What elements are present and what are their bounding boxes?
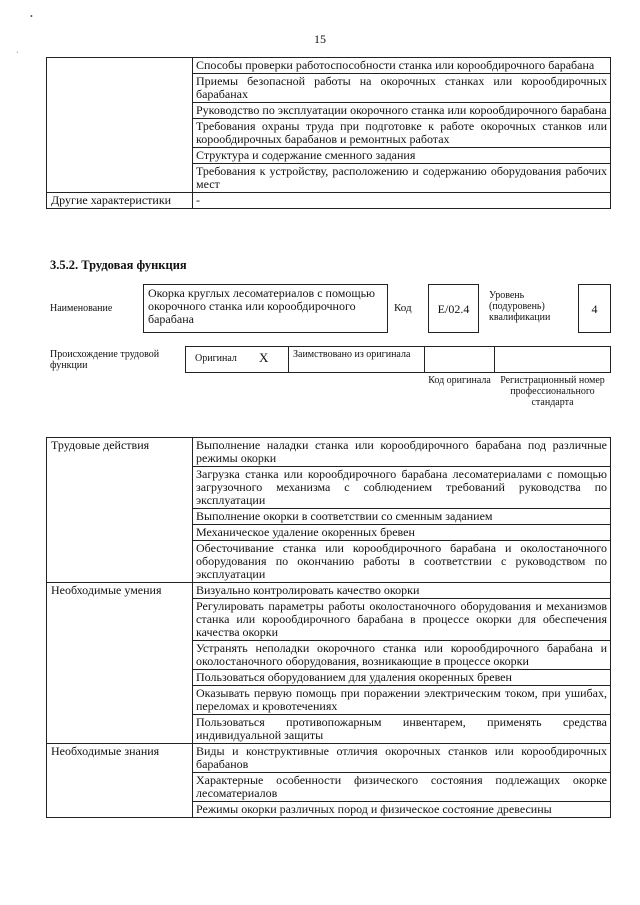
table-cell: Требования к устройству, расположению и содержанию оборудования рабочих мест bbox=[193, 164, 611, 193]
labor-function-table bbox=[46, 437, 611, 818]
group-label: Трудовые действия bbox=[47, 438, 193, 583]
table-row bbox=[47, 583, 611, 599]
table-cell: Визуально контролировать качество окорки bbox=[193, 583, 611, 599]
code-label: Код bbox=[394, 302, 412, 314]
table-cell: Способы проверки работоспособности станка или корообдирочного барабана bbox=[193, 58, 611, 74]
code-original-box bbox=[424, 346, 495, 373]
original-label: Оригинал bbox=[195, 353, 237, 364]
section-heading: 3.5.2. Трудовая функция bbox=[50, 258, 187, 272]
other-characteristics-value: - bbox=[193, 193, 611, 209]
table-cell: Пользоваться противопожарным инвентарем, применять средства индивидуальной защиты bbox=[193, 715, 611, 744]
code-original-caption: Код оригинала bbox=[428, 375, 491, 386]
code-value-box: E/02.4 bbox=[428, 284, 479, 333]
table-row bbox=[47, 193, 611, 209]
table-row bbox=[47, 58, 611, 74]
table-cell: Виды и конструктивные отличия окорочных станков или корообдирочных барабанов bbox=[193, 744, 611, 773]
table-cell: Устранять неполадки окорочного станка или корообдирочного барабана и околостаночного оборудования, возникающие в процессе окорки bbox=[193, 641, 611, 670]
table-cell: Требования охраны труда при подготовке к работе окорочных станков или корообдирочных барабанов и ремонтных работах bbox=[193, 119, 611, 148]
reg-number-caption: Регистрационный номер профессионального стандарта bbox=[500, 375, 605, 408]
table-cell: Руководство по эксплуатации окорочного станка или корообдирочного барабана bbox=[193, 103, 611, 119]
function-name-box: Окорка круглых лесоматериалов с помощью окорочного станка или корообдирочного барабана bbox=[143, 284, 388, 333]
reg-number-box bbox=[494, 346, 611, 373]
table-cell: Пользоваться оборудованием для удаления окоренных бревен bbox=[193, 670, 611, 686]
other-characteristics-label: Другие характеристики bbox=[47, 193, 193, 209]
scan-mark: ˎ bbox=[16, 44, 19, 53]
table-cell: Обесточивание станка или корообдирочного барабана и околостаночного оборудования по окончанию работы в соответствии с руководством по эксплуатации bbox=[193, 541, 611, 583]
empty-label-cell bbox=[47, 58, 193, 193]
borrowed-label: Заимствовано из оригинала bbox=[288, 346, 425, 373]
table-cell: Характерные особенности физического состояния подлежащих окорке лесоматериалов bbox=[193, 773, 611, 802]
table-cell: Регулировать параметры работы околостаночного оборудования и механизмов станка или корообдирочного барабана в процессе окорки для обеспечения качества окорки bbox=[193, 599, 611, 641]
table-cell: Структура и содержание сменного задания bbox=[193, 148, 611, 164]
table-row bbox=[47, 744, 611, 773]
group-label: Необходимые знания bbox=[47, 744, 193, 818]
table-cell: Оказывать первую помощь при поражении электрическим током, при ушибах, переломах и кровотечениях bbox=[193, 686, 611, 715]
level-label: Уровень (подуровень) квалификации bbox=[489, 290, 551, 323]
original-mark: X bbox=[259, 350, 269, 365]
table-cell: Механическое удаление окоренных бревен bbox=[193, 525, 611, 541]
table-cell: Режимы окорки различных пород и физическое состояние древесины bbox=[193, 802, 611, 818]
table-row bbox=[47, 438, 611, 467]
name-label: Наименование bbox=[50, 303, 113, 314]
knowledge-continuation-table bbox=[46, 57, 611, 209]
origin-label: Происхождение трудовой функции bbox=[50, 349, 160, 371]
table-cell: Выполнение окорки в соответствии со сменным заданием bbox=[193, 509, 611, 525]
group-label: Необходимые умения bbox=[47, 583, 193, 744]
table-cell: Выполнение наладки станка или корообдирочного барабана под различные режимы окорки bbox=[193, 438, 611, 467]
table-cell: Приемы безопасной работы на окорочных станках или корообдирочных барабанах bbox=[193, 74, 611, 103]
level-value-box: 4 bbox=[578, 284, 611, 333]
scan-mark: • bbox=[30, 12, 33, 21]
page-number: 15 bbox=[314, 32, 326, 46]
table-cell: Загрузка станка или корообдирочного барабана лесоматериалами с помощью загрузочного механизма с соблюдением требований руководства по эксплуатации bbox=[193, 467, 611, 509]
